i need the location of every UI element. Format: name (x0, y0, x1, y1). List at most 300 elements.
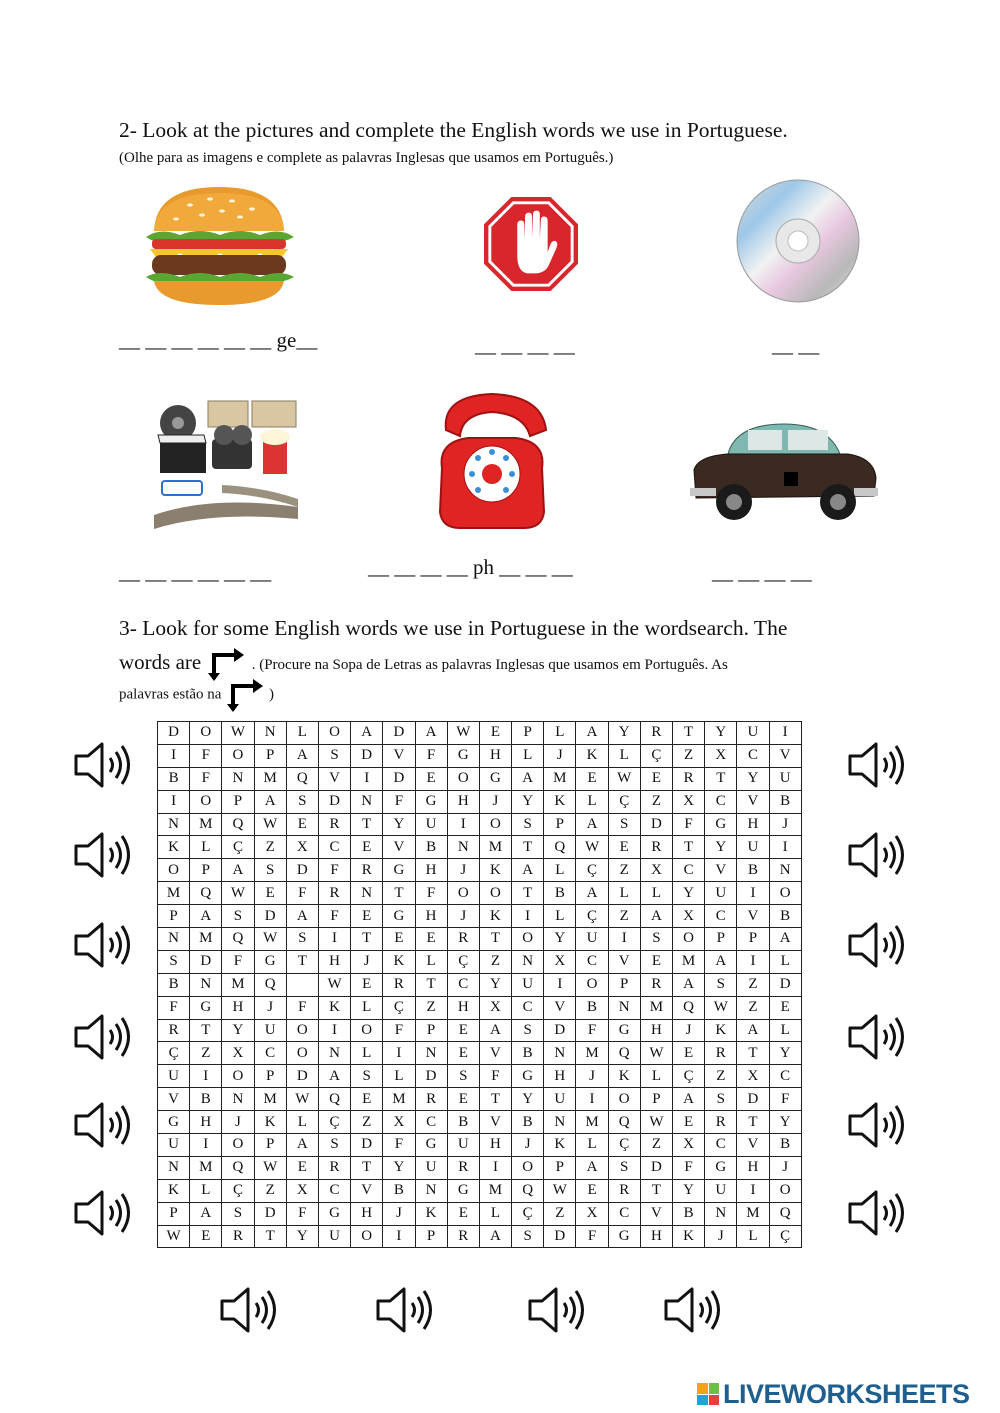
grid-cell[interactable]: O (190, 722, 222, 745)
grid-cell[interactable]: D (254, 905, 286, 928)
grid-cell[interactable]: D (383, 767, 415, 790)
grid-cell[interactable]: Y (383, 1156, 415, 1179)
grid-cell[interactable]: Y (673, 1179, 705, 1202)
grid-cell[interactable]: O (512, 928, 544, 951)
grid-cell[interactable]: A (673, 973, 705, 996)
grid-cell[interactable]: T (351, 813, 383, 836)
grid-cell[interactable]: H (479, 744, 511, 767)
grid-cell[interactable]: I (737, 1179, 769, 1202)
grid-cell[interactable]: K (705, 1019, 737, 1042)
grid-cell[interactable]: F (383, 1134, 415, 1157)
grid-cell[interactable]: W (254, 1156, 286, 1179)
grid-cell[interactable]: O (512, 1156, 544, 1179)
grid-cell[interactable]: E (415, 928, 447, 951)
speaker-icon[interactable] (72, 1100, 134, 1150)
grid-cell[interactable]: R (640, 722, 672, 745)
grid-cell[interactable]: I (351, 767, 383, 790)
grid-cell[interactable]: G (447, 1179, 479, 1202)
grid-cell[interactable]: V (351, 1179, 383, 1202)
grid-cell[interactable]: D (383, 722, 415, 745)
grid-cell[interactable]: J (769, 1156, 801, 1179)
grid-cell[interactable]: X (705, 744, 737, 767)
grid-cell[interactable]: Y (383, 813, 415, 836)
grid-cell[interactable]: Q (286, 767, 318, 790)
grid-cell[interactable]: F (415, 744, 447, 767)
grid-cell[interactable]: L (640, 882, 672, 905)
grid-cell[interactable]: U (512, 973, 544, 996)
grid-cell[interactable]: L (383, 1065, 415, 1088)
grid-cell[interactable]: B (576, 996, 608, 1019)
grid-cell[interactable]: K (254, 1111, 286, 1134)
grid-cell[interactable]: N (608, 996, 640, 1019)
grid-cell[interactable]: L (769, 1019, 801, 1042)
grid-cell[interactable]: Z (608, 905, 640, 928)
grid-cell[interactable]: Y (512, 790, 544, 813)
grid-cell[interactable]: E (415, 767, 447, 790)
grid-cell[interactable]: S (286, 928, 318, 951)
grid-cell[interactable]: A (769, 928, 801, 951)
grid-cell[interactable]: Z (190, 1042, 222, 1065)
grid-cell[interactable]: R (318, 882, 350, 905)
grid-cell[interactable]: H (415, 905, 447, 928)
grid-cell[interactable]: E (447, 1042, 479, 1065)
grid-cell[interactable]: X (673, 790, 705, 813)
grid-cell[interactable]: P (544, 1156, 576, 1179)
grid-cell[interactable]: R (318, 813, 350, 836)
grid-cell[interactable]: S (286, 790, 318, 813)
grid-cell[interactable]: W (254, 813, 286, 836)
grid-cell[interactable]: A (705, 950, 737, 973)
grid-cell[interactable]: E (447, 1088, 479, 1111)
grid-cell[interactable]: V (158, 1088, 190, 1111)
grid-cell[interactable]: D (769, 973, 801, 996)
grid-cell[interactable]: J (705, 1225, 737, 1248)
grid-cell[interactable]: M (190, 813, 222, 836)
grid-cell[interactable]: O (286, 1019, 318, 1042)
grid-cell[interactable]: I (544, 973, 576, 996)
grid-cell[interactable]: A (415, 722, 447, 745)
grid-cell[interactable]: E (254, 882, 286, 905)
grid-cell[interactable]: W (158, 1225, 190, 1248)
grid-cell[interactable]: A (286, 744, 318, 767)
grid-cell[interactable]: I (737, 950, 769, 973)
grid-cell[interactable]: F (286, 996, 318, 1019)
grid-cell[interactable]: W (222, 722, 254, 745)
grid-cell[interactable]: S (512, 813, 544, 836)
grid-cell[interactable]: T (512, 836, 544, 859)
grid-cell[interactable]: L (608, 882, 640, 905)
grid-cell[interactable]: U (705, 1179, 737, 1202)
grid-cell[interactable]: C (673, 859, 705, 882)
grid-cell[interactable]: H (190, 1111, 222, 1134)
grid-cell[interactable]: N (769, 859, 801, 882)
grid-cell[interactable]: Q (608, 1111, 640, 1134)
grid-cell[interactable]: X (479, 996, 511, 1019)
grid-cell[interactable]: L (351, 1042, 383, 1065)
grid-cell[interactable]: L (415, 950, 447, 973)
grid-cell[interactable]: O (608, 1088, 640, 1111)
grid-cell[interactable]: N (222, 767, 254, 790)
grid-cell[interactable]: V (479, 1042, 511, 1065)
grid-cell[interactable]: G (705, 1156, 737, 1179)
grid-cell[interactable]: O (479, 882, 511, 905)
grid-cell[interactable]: S (705, 1088, 737, 1111)
grid-cell[interactable]: S (222, 905, 254, 928)
grid-cell[interactable]: D (190, 950, 222, 973)
grid-cell[interactable]: Y (673, 882, 705, 905)
grid-cell[interactable]: P (254, 1134, 286, 1157)
grid-cell[interactable]: Q (769, 1202, 801, 1225)
grid-cell[interactable]: W (608, 767, 640, 790)
grid-cell[interactable]: Y (769, 1111, 801, 1134)
grid-cell[interactable]: N (254, 722, 286, 745)
grid-cell[interactable]: L (190, 1179, 222, 1202)
grid-cell[interactable]: X (673, 905, 705, 928)
grid-cell[interactable]: E (286, 1156, 318, 1179)
grid-cell[interactable]: A (286, 905, 318, 928)
grid-cell[interactable]: X (222, 1042, 254, 1065)
grid-cell[interactable]: N (190, 973, 222, 996)
grid-cell[interactable]: I (737, 882, 769, 905)
grid-cell[interactable]: O (222, 1065, 254, 1088)
grid-cell[interactable]: H (737, 813, 769, 836)
grid-cell[interactable]: N (222, 1088, 254, 1111)
grid-cell[interactable]: M (576, 1042, 608, 1065)
grid-cell[interactable]: N (351, 882, 383, 905)
grid-cell[interactable]: T (383, 882, 415, 905)
speaker-icon[interactable] (374, 1285, 436, 1335)
grid-cell[interactable]: S (222, 1202, 254, 1225)
grid-cell[interactable]: A (286, 1134, 318, 1157)
grid-cell[interactable]: F (318, 859, 350, 882)
grid-cell[interactable]: F (190, 744, 222, 767)
grid-cell[interactable]: O (673, 928, 705, 951)
grid-cell[interactable]: M (673, 950, 705, 973)
grid-cell[interactable]: J (576, 1065, 608, 1088)
grid-cell[interactable]: L (608, 744, 640, 767)
grid-cell[interactable]: P (415, 1019, 447, 1042)
grid-cell[interactable]: G (415, 790, 447, 813)
grid-cell[interactable]: K (318, 996, 350, 1019)
grid-cell[interactable]: F (769, 1088, 801, 1111)
grid-cell[interactable]: O (769, 1179, 801, 1202)
grid-cell[interactable]: L (544, 722, 576, 745)
grid-cell[interactable]: Q (673, 996, 705, 1019)
grid-cell[interactable]: F (158, 996, 190, 1019)
grid-cell[interactable]: W (447, 722, 479, 745)
grid-cell[interactable]: D (286, 859, 318, 882)
grid-cell[interactable]: E (576, 767, 608, 790)
grid-cell[interactable]: A (479, 1225, 511, 1248)
grid-cell[interactable]: J (769, 813, 801, 836)
grid-cell[interactable]: O (286, 1042, 318, 1065)
grid-cell[interactable]: I (512, 905, 544, 928)
grid-cell[interactable]: A (318, 1065, 350, 1088)
grid-cell[interactable]: I (158, 790, 190, 813)
grid-cell[interactable]: V (608, 950, 640, 973)
grid-cell[interactable]: Q (222, 813, 254, 836)
grid-cell[interactable]: F (576, 1225, 608, 1248)
grid-cell[interactable]: A (222, 859, 254, 882)
grid-cell[interactable]: N (415, 1179, 447, 1202)
grid-cell[interactable]: Z (705, 1065, 737, 1088)
grid-cell[interactable]: G (608, 1225, 640, 1248)
grid-cell[interactable]: F (673, 813, 705, 836)
grid-cell[interactable]: S (608, 813, 640, 836)
grid-cell[interactable]: P (254, 744, 286, 767)
grid-cell[interactable]: L (286, 1111, 318, 1134)
grid-cell[interactable]: W (705, 996, 737, 1019)
grid-cell[interactable]: F (286, 1202, 318, 1225)
speaker-icon[interactable] (846, 740, 908, 790)
grid-cell[interactable]: N (447, 836, 479, 859)
grid-cell[interactable]: H (737, 1156, 769, 1179)
grid-cell[interactable]: N (544, 1111, 576, 1134)
grid-cell[interactable]: M (190, 928, 222, 951)
grid-cell[interactable]: Z (673, 744, 705, 767)
grid-cell[interactable]: L (351, 996, 383, 1019)
grid-cell[interactable]: T (737, 1042, 769, 1065)
speaker-icon[interactable] (72, 1012, 134, 1062)
grid-cell[interactable]: T (286, 950, 318, 973)
grid-cell[interactable]: G (447, 744, 479, 767)
grid-cell[interactable]: O (447, 882, 479, 905)
grid-cell[interactable]: Z (737, 973, 769, 996)
grid-cell[interactable]: C (705, 790, 737, 813)
grid-cell[interactable]: R (640, 973, 672, 996)
grid-cell[interactable]: E (479, 722, 511, 745)
grid-cell[interactable]: G (415, 1134, 447, 1157)
grid-cell[interactable]: F (383, 790, 415, 813)
grid-cell[interactable]: A (479, 1019, 511, 1042)
grid-cell[interactable]: U (254, 1019, 286, 1042)
grid-cell[interactable]: Y (608, 722, 640, 745)
grid-cell[interactable]: K (415, 1202, 447, 1225)
grid-cell[interactable]: X (640, 859, 672, 882)
grid-cell[interactable]: O (447, 767, 479, 790)
grid-cell[interactable]: Y (769, 1042, 801, 1065)
grid-cell[interactable]: E (769, 996, 801, 1019)
grid-cell[interactable]: N (158, 1156, 190, 1179)
grid-cell[interactable]: A (254, 790, 286, 813)
blank-hamburger[interactable]: __ __ __ __ __ __ ge__ (119, 328, 318, 352)
grid-cell[interactable]: H (479, 1134, 511, 1157)
grid-cell[interactable]: P (190, 859, 222, 882)
grid-cell[interactable]: E (576, 1179, 608, 1202)
grid-cell[interactable]: Y (512, 1088, 544, 1111)
grid-cell[interactable]: L (576, 790, 608, 813)
grid-cell[interactable]: Ç (447, 950, 479, 973)
grid-cell[interactable]: D (544, 1019, 576, 1042)
grid-cell[interactable]: Y (222, 1019, 254, 1042)
grid-cell[interactable]: R (158, 1019, 190, 1042)
grid-cell[interactable]: L (286, 722, 318, 745)
grid-cell[interactable]: H (222, 996, 254, 1019)
grid-cell[interactable]: O (479, 813, 511, 836)
grid-cell[interactable]: B (512, 1111, 544, 1134)
grid-cell[interactable]: B (544, 882, 576, 905)
grid-cell[interactable]: U (415, 1156, 447, 1179)
grid-cell[interactable]: U (158, 1134, 190, 1157)
grid-cell[interactable]: Ç (383, 996, 415, 1019)
grid-cell[interactable]: D (544, 1225, 576, 1248)
grid-cell[interactable]: P (222, 790, 254, 813)
speaker-icon[interactable] (846, 1100, 908, 1150)
grid-cell[interactable]: M (158, 882, 190, 905)
grid-cell[interactable]: T (351, 1156, 383, 1179)
grid-cell[interactable]: A (576, 1156, 608, 1179)
grid-cell[interactable]: T (415, 973, 447, 996)
grid-cell[interactable]: K (479, 859, 511, 882)
grid-cell[interactable]: V (769, 744, 801, 767)
grid-cell[interactable]: A (737, 1019, 769, 1042)
grid-cell[interactable]: W (254, 928, 286, 951)
grid-cell[interactable]: I (190, 1065, 222, 1088)
grid-cell[interactable]: D (640, 813, 672, 836)
grid-cell[interactable]: L (769, 950, 801, 973)
grid-cell[interactable]: P (512, 722, 544, 745)
grid-cell[interactable]: T (673, 836, 705, 859)
blank-telephone[interactable]: __ __ __ __ ph __ __ __ (368, 555, 573, 579)
grid-cell[interactable]: Q (254, 973, 286, 996)
grid-cell[interactable]: M (479, 1179, 511, 1202)
grid-cell[interactable]: T (190, 1019, 222, 1042)
grid-cell[interactable]: H (318, 950, 350, 973)
grid-cell[interactable]: I (318, 928, 350, 951)
grid-cell[interactable]: R (608, 1179, 640, 1202)
grid-cell[interactable]: Z (351, 1111, 383, 1134)
grid-cell[interactable]: Q (222, 928, 254, 951)
grid-cell[interactable]: R (222, 1225, 254, 1248)
speaker-icon[interactable] (662, 1285, 724, 1335)
blank-cinema[interactable]: __ __ __ __ __ __ (119, 560, 272, 584)
grid-cell[interactable]: N (512, 950, 544, 973)
speaker-icon[interactable] (72, 920, 134, 970)
grid-cell[interactable]: T (479, 928, 511, 951)
grid-cell[interactable]: S (351, 1065, 383, 1088)
grid-cell[interactable]: J (254, 996, 286, 1019)
grid-cell[interactable]: G (479, 767, 511, 790)
grid-cell[interactable]: H (351, 1202, 383, 1225)
grid-cell[interactable]: E (640, 950, 672, 973)
grid-cell[interactable]: C (415, 1111, 447, 1134)
grid-cell[interactable]: D (254, 1202, 286, 1225)
grid-cell[interactable]: W (640, 1111, 672, 1134)
grid-cell[interactable]: X (286, 836, 318, 859)
grid-cell[interactable]: H (640, 1225, 672, 1248)
blank-cd[interactable]: __ __ (772, 333, 820, 357)
grid-cell[interactable]: B (769, 790, 801, 813)
grid-cell[interactable]: E (447, 1019, 479, 1042)
grid-cell[interactable]: Z (254, 836, 286, 859)
grid-cell[interactable]: P (737, 928, 769, 951)
blank-stop[interactable]: __ __ __ __ (475, 333, 575, 357)
grid-cell[interactable]: E (286, 813, 318, 836)
grid-cell[interactable]: J (544, 744, 576, 767)
grid-cell[interactable]: F (415, 882, 447, 905)
grid-cell[interactable]: Ç (673, 1065, 705, 1088)
grid-cell[interactable]: M (544, 767, 576, 790)
grid-cell[interactable]: K (158, 836, 190, 859)
grid-cell[interactable]: G (383, 905, 415, 928)
grid-cell[interactable]: B (447, 1111, 479, 1134)
grid-cell[interactable]: E (673, 1111, 705, 1134)
speaker-icon[interactable] (526, 1285, 588, 1335)
grid-cell[interactable]: U (705, 882, 737, 905)
grid-cell[interactable]: A (576, 722, 608, 745)
grid-cell[interactable]: Ç (222, 1179, 254, 1202)
grid-cell[interactable]: L (576, 1134, 608, 1157)
grid-cell[interactable]: M (190, 1156, 222, 1179)
grid-cell[interactable]: F (318, 905, 350, 928)
grid-cell[interactable]: P (705, 928, 737, 951)
grid-cell[interactable]: H (415, 859, 447, 882)
grid-cell[interactable]: A (640, 905, 672, 928)
grid-cell[interactable]: W (286, 1088, 318, 1111)
grid-cell[interactable]: E (351, 905, 383, 928)
grid-cell[interactable]: L (640, 1065, 672, 1088)
grid-cell[interactable]: I (576, 1088, 608, 1111)
grid-cell[interactable]: S (158, 950, 190, 973)
grid-cell[interactable]: G (383, 859, 415, 882)
grid-cell[interactable]: H (447, 790, 479, 813)
grid-cell[interactable]: J (383, 1202, 415, 1225)
grid-cell[interactable]: R (640, 836, 672, 859)
grid-cell[interactable]: Q (512, 1179, 544, 1202)
grid-cell[interactable]: X (673, 1134, 705, 1157)
grid-cell[interactable]: K (158, 1179, 190, 1202)
grid-cell[interactable]: L (190, 836, 222, 859)
speaker-icon[interactable] (72, 1188, 134, 1238)
grid-cell[interactable]: V (705, 859, 737, 882)
grid-cell[interactable]: Q (190, 882, 222, 905)
grid-cell[interactable]: C (318, 836, 350, 859)
grid-cell[interactable]: C (608, 1202, 640, 1225)
speaker-icon[interactable] (218, 1285, 280, 1335)
grid-cell[interactable]: X (737, 1065, 769, 1088)
grid-cell[interactable]: I (769, 722, 801, 745)
grid-cell[interactable]: U (544, 1088, 576, 1111)
grid-cell[interactable]: D (640, 1156, 672, 1179)
speaker-icon[interactable] (72, 830, 134, 880)
grid-cell[interactable]: Y (286, 1225, 318, 1248)
grid-cell[interactable]: M (254, 767, 286, 790)
grid-cell[interactable]: R (705, 1111, 737, 1134)
grid-cell[interactable]: O (351, 1225, 383, 1248)
grid-cell[interactable]: Ç (512, 1202, 544, 1225)
grid-cell[interactable]: B (415, 836, 447, 859)
grid-cell[interactable]: H (640, 1019, 672, 1042)
grid-cell[interactable]: D (318, 790, 350, 813)
grid-cell[interactable]: S (640, 928, 672, 951)
grid-cell[interactable]: E (351, 1088, 383, 1111)
grid-cell[interactable]: B (190, 1088, 222, 1111)
grid-cell[interactable]: Z (479, 950, 511, 973)
grid-cell[interactable]: B (158, 767, 190, 790)
grid-cell[interactable]: D (351, 1134, 383, 1157)
grid-cell[interactable]: A (673, 1088, 705, 1111)
grid-cell[interactable]: B (769, 1134, 801, 1157)
grid-cell[interactable]: W (640, 1042, 672, 1065)
grid-cell[interactable]: K (383, 950, 415, 973)
grid-cell[interactable]: C (512, 996, 544, 1019)
grid-cell[interactable]: F (673, 1156, 705, 1179)
grid-cell[interactable]: A (190, 1202, 222, 1225)
grid-cell[interactable]: C (705, 1134, 737, 1157)
grid-cell[interactable]: Y (705, 836, 737, 859)
grid-cell[interactable]: C (705, 905, 737, 928)
grid-cell[interactable]: U (415, 813, 447, 836)
